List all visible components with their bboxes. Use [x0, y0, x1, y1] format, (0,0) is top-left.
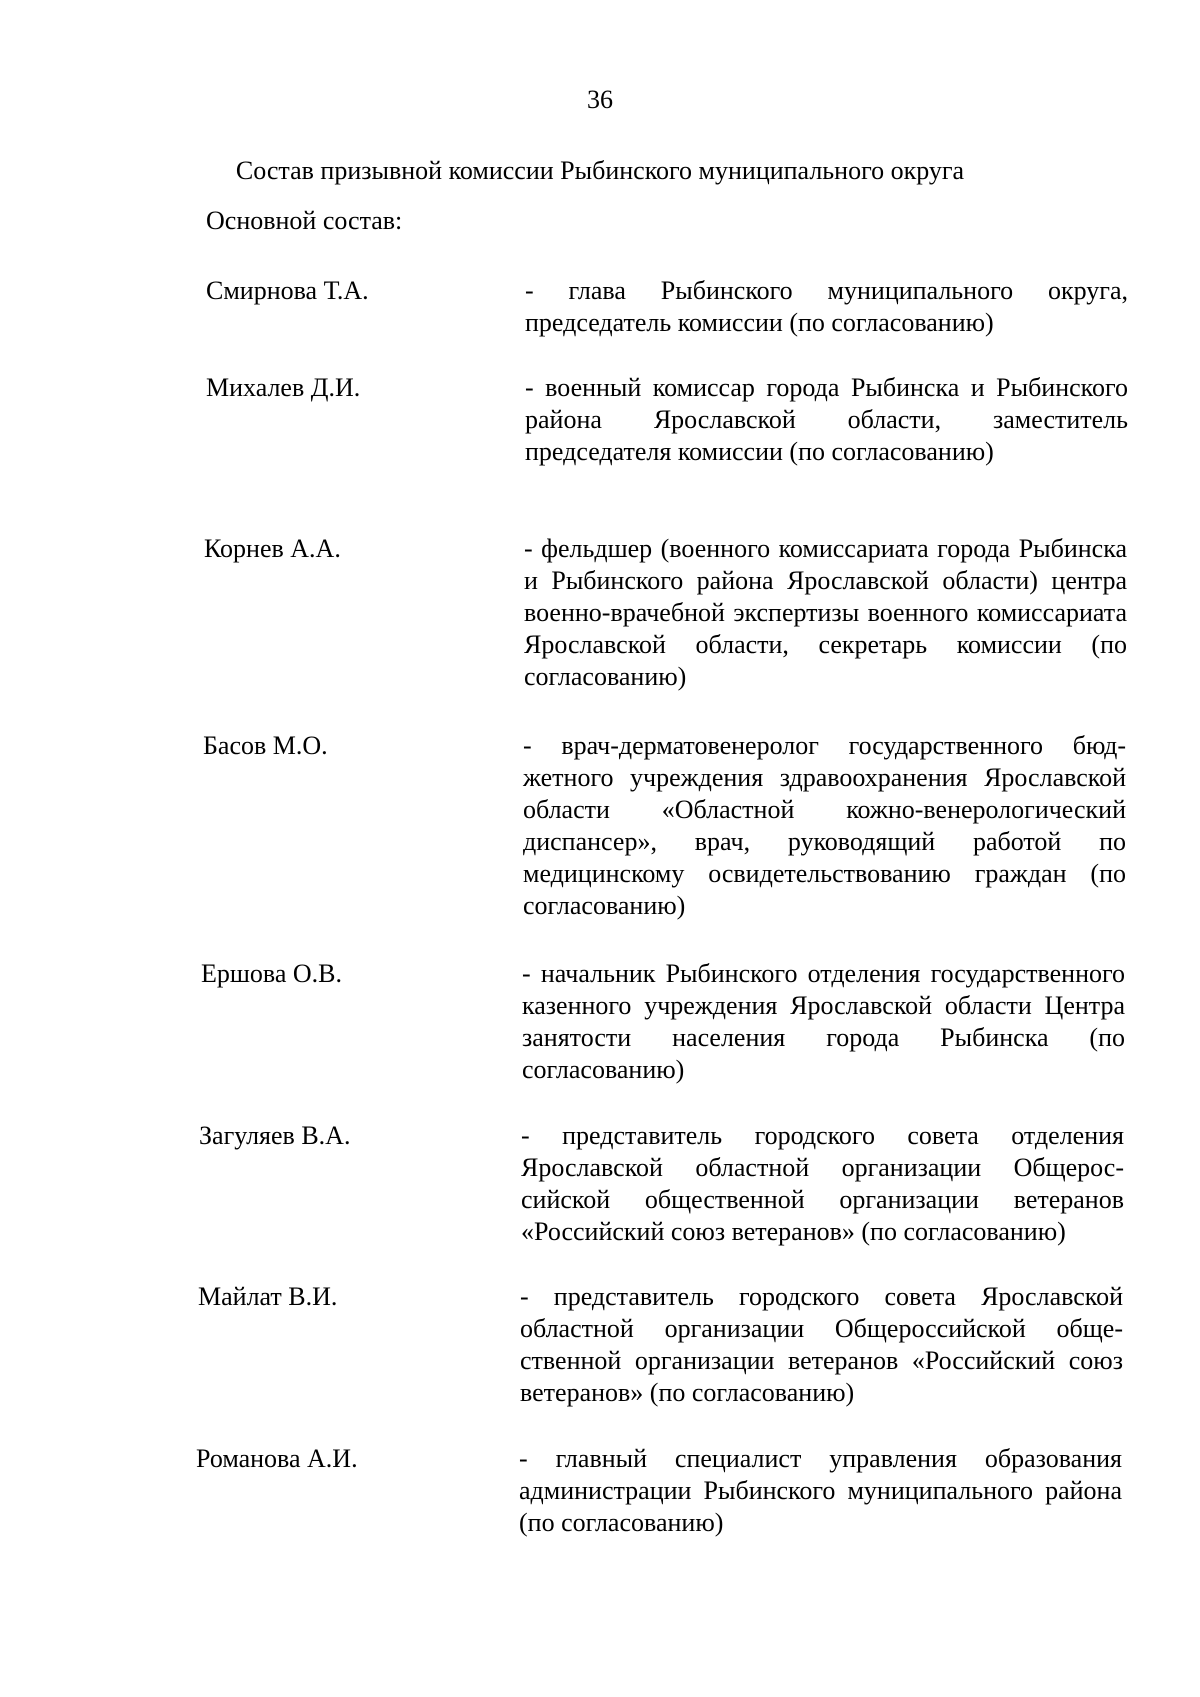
member-role: - врач-дерматовенеролог государственного бюджетного учреждения здравоохранения Ярославской области «Областной кожно-венерологический диспансер», врач, руководящий работой по медицинскому освидетельствованию граждан (по согласованию) — [523, 731, 1126, 920]
document-title: Состав призывной комиссии Рыбинского муниципального округа — [235, 156, 965, 185]
member-role: - главный специалист управления образования администрации Рыбинского муниципального района (по согласованию) — [519, 1444, 1122, 1537]
member-name: Романова А.И. — [196, 1444, 358, 1473]
member-role: - глава Рыбинского муниципального округа, председатель комиссии (по согласованию) — [525, 276, 1128, 337]
member-name: Басов М.О. — [203, 731, 328, 760]
member-name: Корнев А.А. — [204, 534, 341, 563]
member-name: Ершова О.В. — [201, 959, 342, 988]
member-role: - представитель городского совета Ярославской областной организации Общероссийской общественной организации ветеранов «Российский союз ветеранов» (по согласованию) — [520, 1282, 1123, 1407]
member-role: - представитель городского совета отделения Ярославской областной организации Общероссийской общественной организации ветеранов «Российский союз ветеранов» (по согласованию) — [521, 1121, 1124, 1246]
member-name: Смирнова Т.А. — [206, 276, 369, 305]
member-name: Михалев Д.И. — [206, 373, 361, 402]
member-role: - фельдшер (военного комиссариата города Рыбинска и Рыбинского района Ярославской области) центра военно-врачебной экспертизы военного комиссариата Ярославской области, секретарь комиссии (по согласованию) — [524, 534, 1127, 691]
member-name: Загуляев В.А. — [199, 1121, 351, 1150]
page-number: 36 — [587, 85, 613, 114]
member-role: - военный комиссар города Рыбинска и Рыбинского района Ярославской области, заместитель председателя комиссии (по согласованию) — [525, 373, 1128, 466]
member-role: - начальник Рыбинского отделения государственного казенного учреждения Ярославской области Центра занятости населения города Рыбинска (по согласованию) — [522, 959, 1125, 1084]
member-name: Майлат В.И. — [198, 1282, 338, 1311]
section-heading: Основной состав: — [206, 206, 403, 235]
